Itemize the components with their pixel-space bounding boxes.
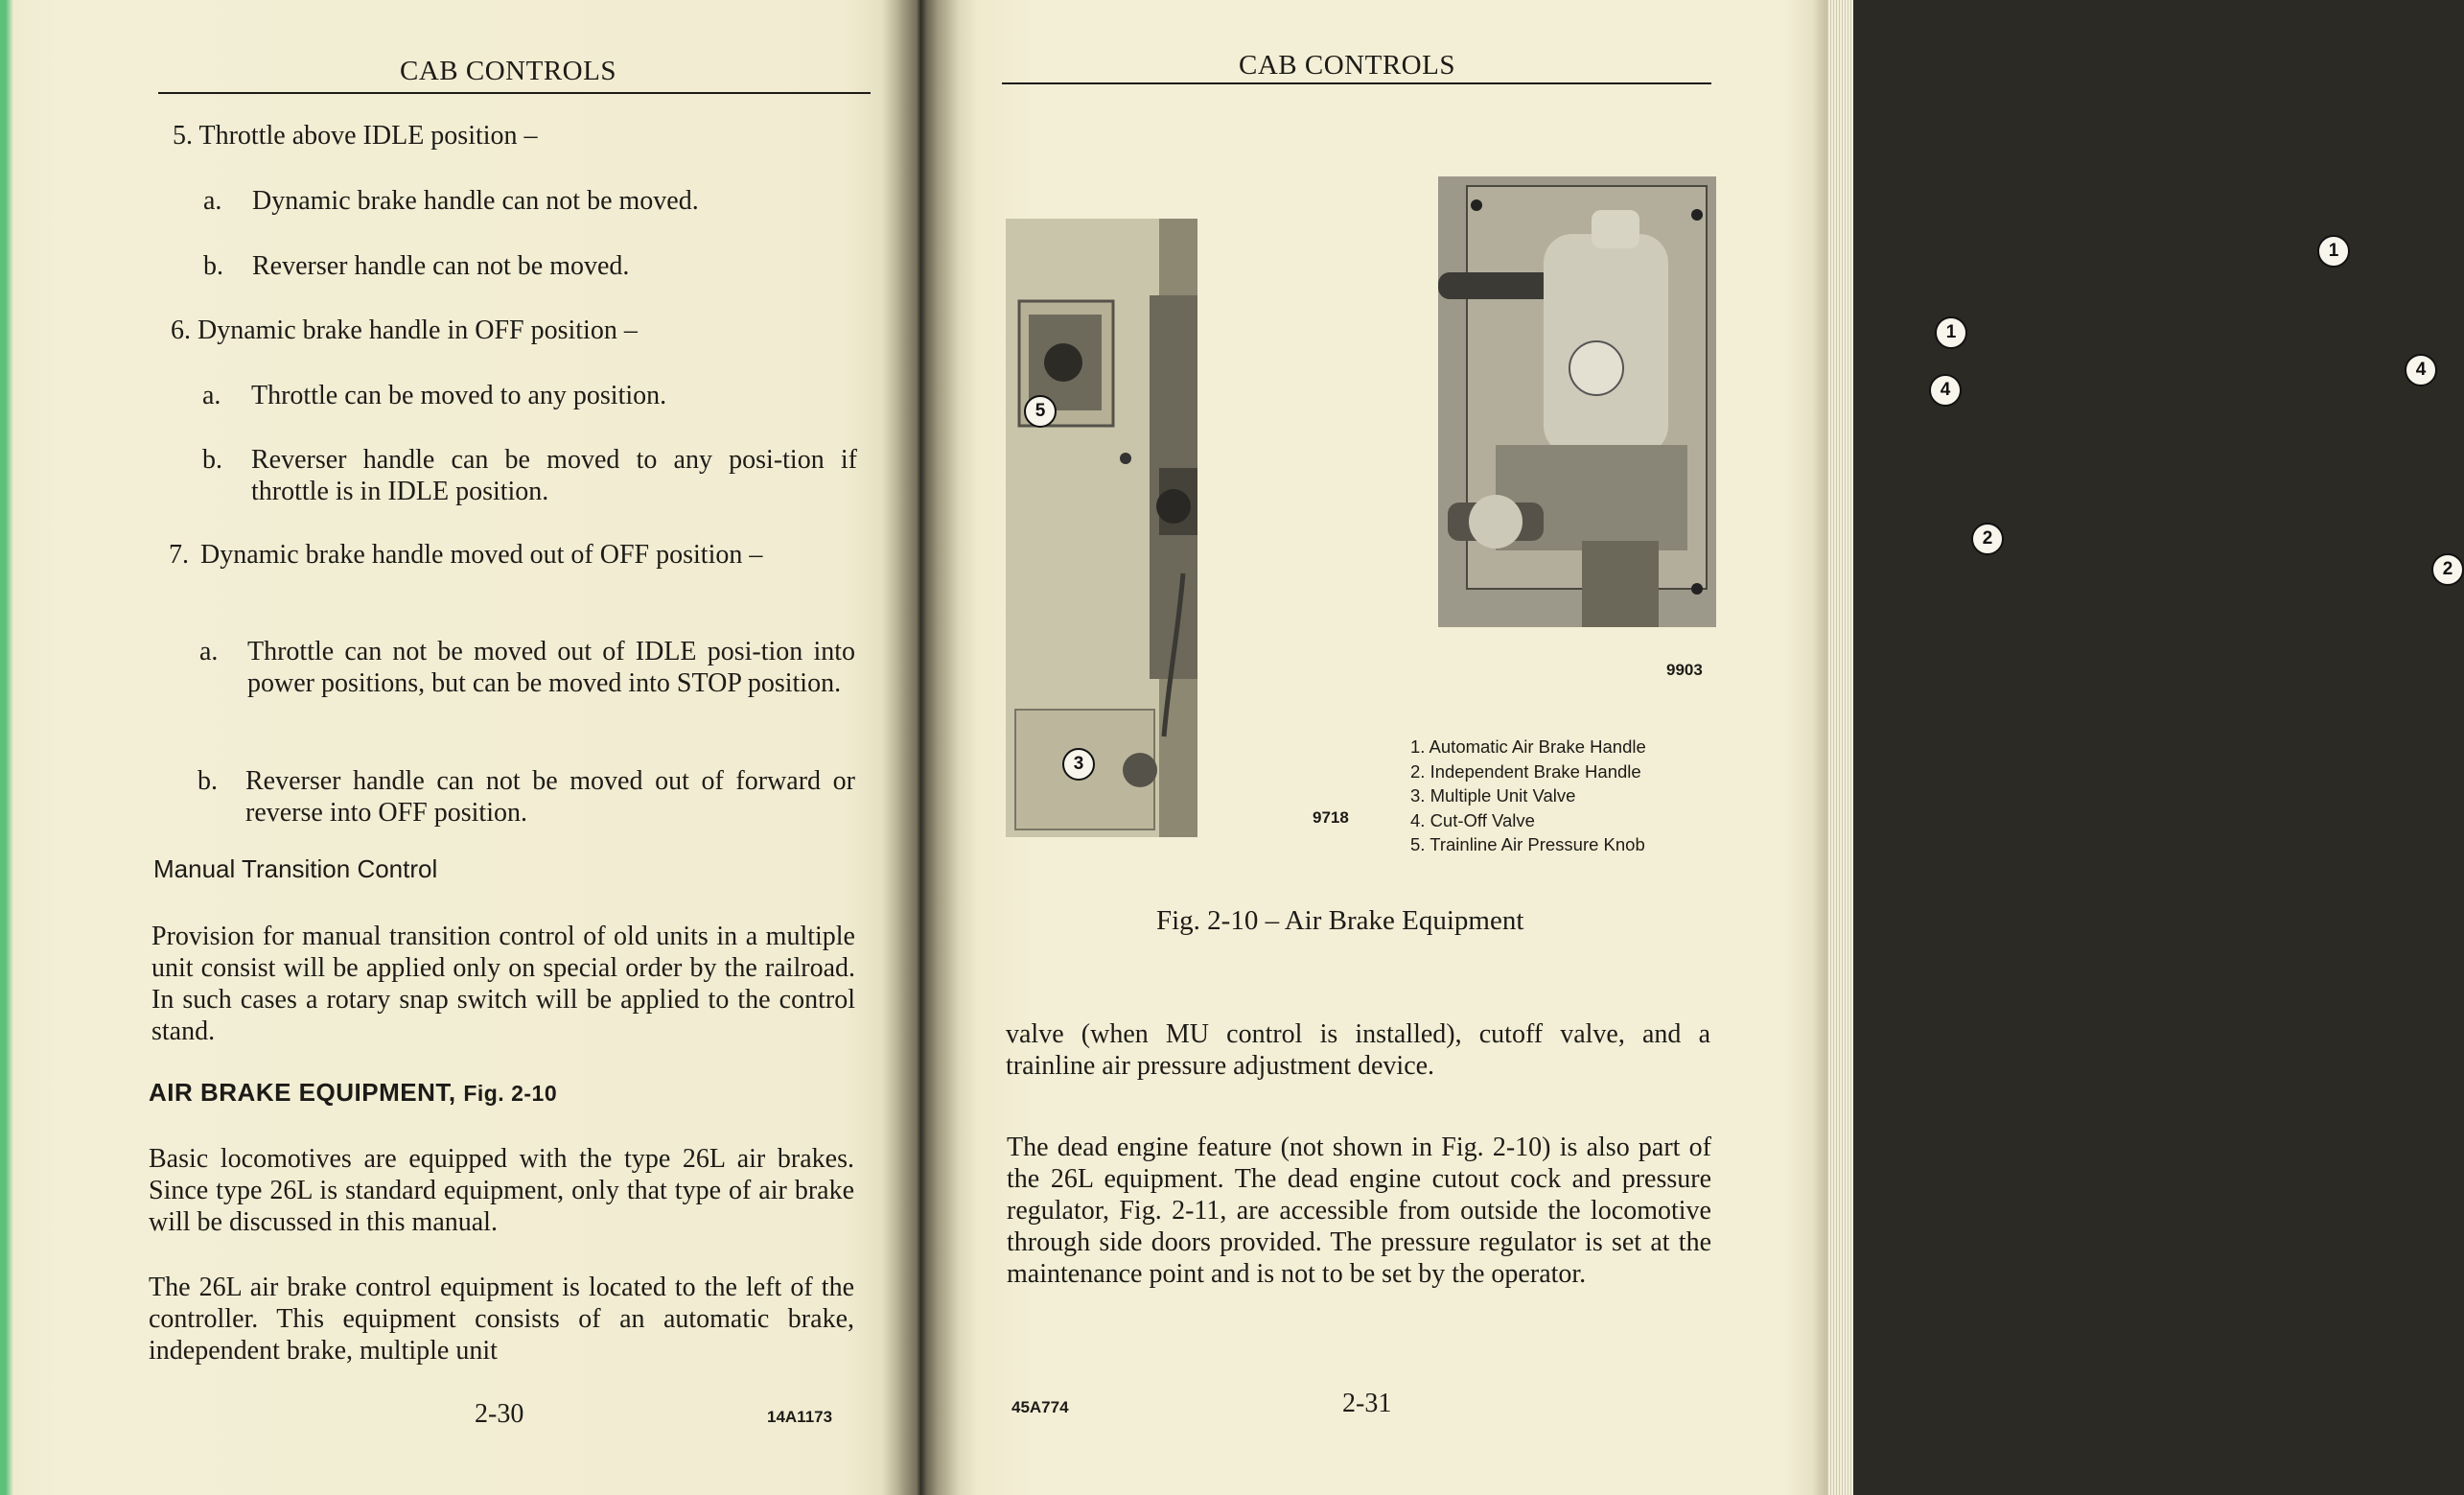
callout-1-left: 1 bbox=[1935, 316, 1967, 349]
item-7a-label: a. bbox=[199, 637, 219, 666]
right-page-number: 2-31 bbox=[1342, 1389, 1392, 1418]
legend-item-1: 1. Automatic Air Brake Handle bbox=[1410, 736, 1646, 757]
book-gutter bbox=[882, 0, 959, 1495]
legend-item-4: 4. Cut-Off Valve bbox=[1410, 809, 1535, 830]
item-5b-text: Reverser handle can not be moved. bbox=[252, 251, 630, 281]
callout-2-right: 2 bbox=[2431, 553, 2464, 586]
item-5b-label: b. bbox=[203, 251, 223, 281]
right-header-rule bbox=[1002, 82, 1711, 84]
right-page bbox=[920, 0, 2453, 1495]
item-6b-label: b. bbox=[202, 445, 222, 475]
control-stand-illustration bbox=[1006, 219, 1197, 837]
item-5-text: Throttle above IDLE position – bbox=[198, 121, 538, 151]
callout-3: 3 bbox=[1062, 748, 1095, 781]
right-page-header: CAB CONTROLS bbox=[1239, 50, 1455, 81]
callout-4-right: 4 bbox=[2405, 354, 2437, 386]
item-5-number: 5. bbox=[173, 121, 193, 151]
legend-item-2: 2. Independent Brake Handle bbox=[1410, 760, 1641, 782]
manual-transition-text: Provision for manual transition control of old units in a multiple unit consist will be applied only on special order by the railroad. In such cases a rotary snap switch will be applied to the control stand. bbox=[151, 922, 855, 1046]
legend-item-3: 3. Multiple Unit Valve bbox=[1410, 785, 1576, 806]
item-6 bbox=[171, 315, 638, 346]
item-6-text: Dynamic brake handle in OFF position – bbox=[198, 315, 638, 345]
manual-transition-heading: Manual Transition Control bbox=[153, 854, 438, 883]
left-page bbox=[0, 0, 920, 1495]
brake-valve-photo bbox=[1438, 176, 1716, 627]
left-page-header: CAB CONTROLS bbox=[400, 56, 616, 86]
item-5a-text: Dynamic brake handle can not be moved. bbox=[252, 186, 699, 216]
item-7-text: Dynamic brake handle moved out of OFF position – bbox=[200, 540, 763, 570]
item-6a-label: a. bbox=[202, 381, 221, 410]
item-6b-text: Reverser handle can be moved to any posi-tion if throttle is in IDLE position. bbox=[251, 445, 857, 506]
item-6a-text: Throttle can be moved to any position. bbox=[251, 381, 667, 410]
page-edge bbox=[1828, 0, 1853, 1495]
air-brake-text-2: The 26L air brake control equipment is located to the left of the controller. This equipment consists of an automatic brake, independent brake, multiple unit bbox=[149, 1273, 854, 1366]
left-header-rule bbox=[158, 92, 871, 94]
control-stand-photo bbox=[1006, 219, 1197, 837]
callout-4-left: 4 bbox=[1929, 374, 1962, 407]
callout-2-left: 2 bbox=[1971, 523, 2004, 555]
item-7-number: 7. bbox=[169, 540, 189, 570]
left-doc-code: 14A1173 bbox=[767, 1408, 833, 1426]
air-brake-heading bbox=[149, 1078, 557, 1108]
legend-item-5: 5. Trainline Air Pressure Knob bbox=[1410, 834, 1645, 854]
brake-valve-illustration bbox=[1438, 176, 1716, 627]
figure-legend bbox=[1410, 735, 1646, 857]
right-text-2: The dead engine feature (not shown in Fig. 2-10) is also part of the 26L equipment. The dead engine cutout cock and pressure regulator, Fig. 2-11, are accessible from outside the locomotive through side doors provided. The pressure regulator is set at the maintenance point and is not to be set by the operator. bbox=[1007, 1133, 1711, 1289]
item-7b-label: b. bbox=[198, 766, 218, 796]
item-5a-label: a. bbox=[203, 186, 222, 216]
callout-5: 5 bbox=[1024, 395, 1057, 428]
item-7a-text: Throttle can not be moved out of IDLE posi-tion into power positions, but can be moved into STOP position. bbox=[247, 637, 855, 698]
figure-caption: Fig. 2-10 – Air Brake Equipment bbox=[1156, 905, 1524, 936]
right-doc-code: 45A774 bbox=[1011, 1398, 1069, 1416]
air-brake-heading-fig: Fig. 2-10 bbox=[463, 1081, 558, 1106]
photo-left-code: 9718 bbox=[1313, 808, 1349, 827]
item-5 bbox=[173, 120, 538, 152]
item-7b-text: Reverser handle can not be moved out of forward or reverse into OFF position. bbox=[245, 766, 855, 828]
air-brake-text-1: Basic locomotives are equipped with the type 26L air brakes. Since type 26L is standard equipment, only that type of air brake will be discussed in this manual. bbox=[149, 1144, 854, 1237]
right-text-1: valve (when MU control is installed), cutoff valve, and a trainline air pressure adjustment device. bbox=[1006, 1019, 1710, 1081]
item-6-number: 6. bbox=[171, 315, 191, 345]
photo-right-code: 9903 bbox=[1666, 661, 1703, 679]
air-brake-heading-main: AIR BRAKE EQUIPMENT, bbox=[149, 1078, 456, 1107]
callout-1-right: 1 bbox=[2317, 235, 2350, 268]
left-page-number: 2-30 bbox=[475, 1399, 524, 1429]
